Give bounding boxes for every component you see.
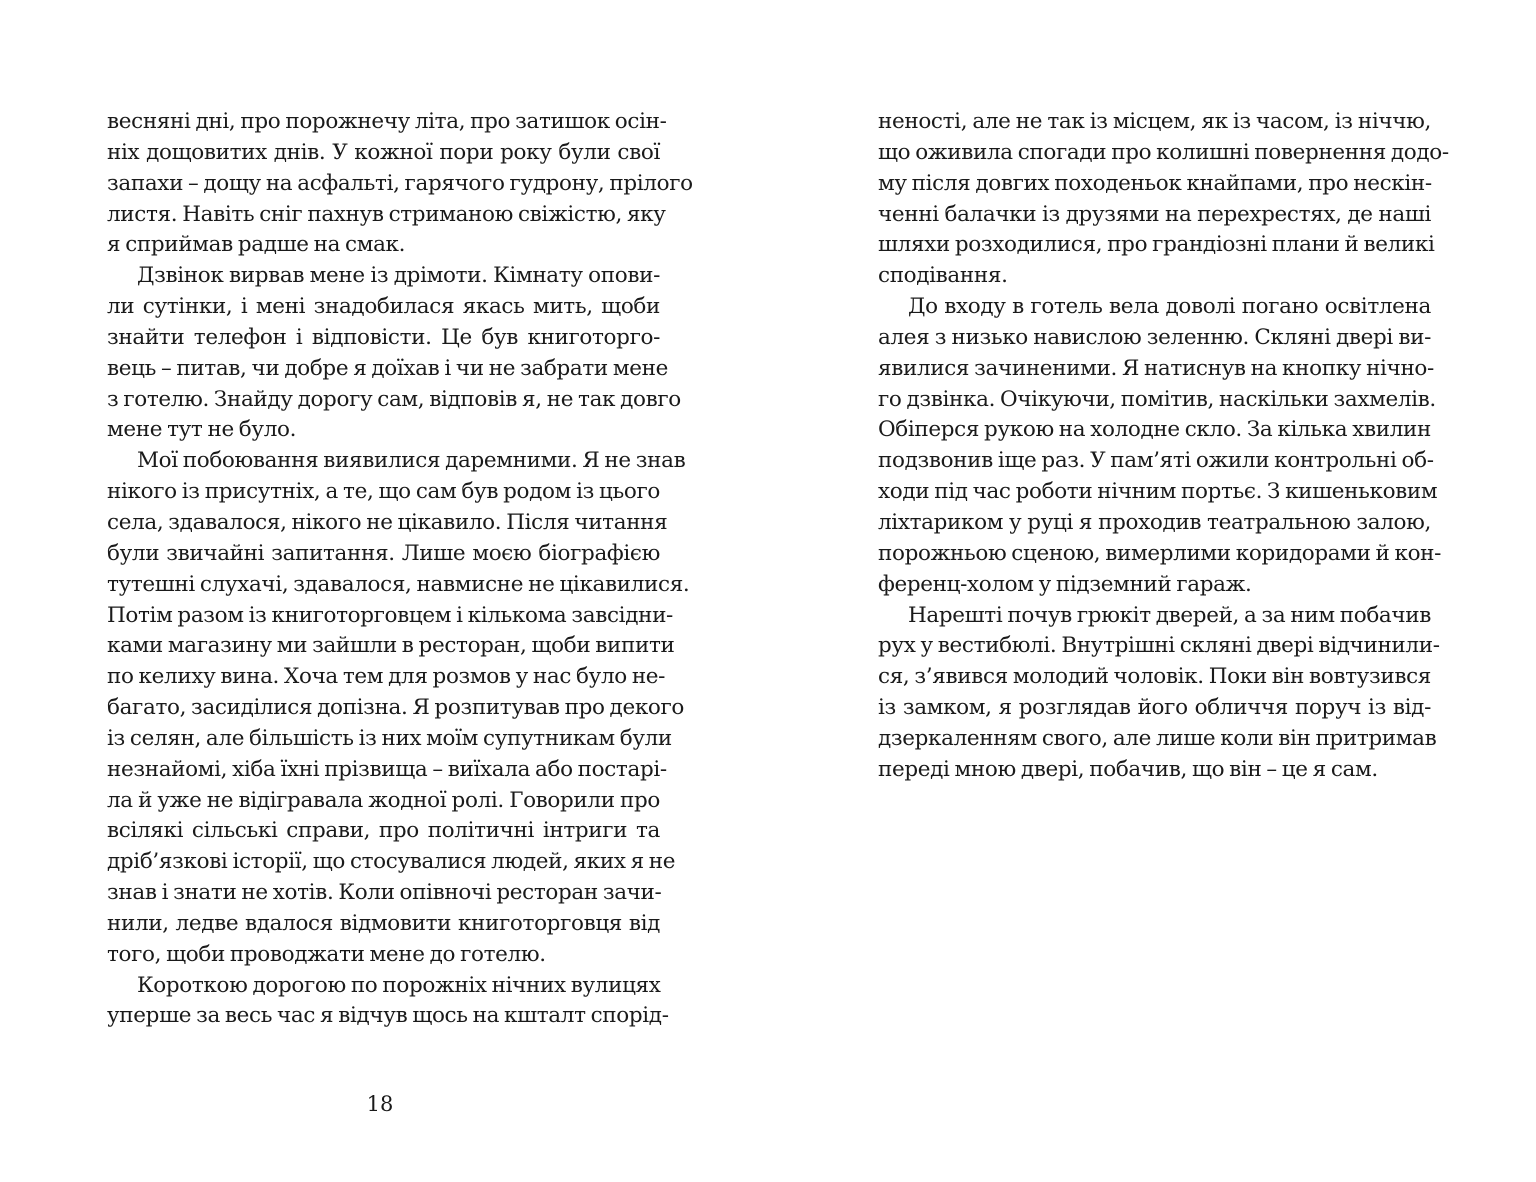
text-line: весняні дні, про порожнечу літа, про затишок осін- <box>107 109 667 134</box>
text-line: го дзвінка. Очікуючи, помітив, наскільки захмелів. <box>878 386 1436 412</box>
text-line: ками магазину ми зайшли в ресторан, щоби випити <box>107 633 675 659</box>
text-line: дріб’язкові історії, що стосувалися людей, яких я не <box>107 849 676 875</box>
text-line: по келиху вина. Хоча тем для розмов у нас було не- <box>107 664 666 690</box>
text-line: порожньою сценою, вимерлими коридорами й кон- <box>878 540 1442 566</box>
text-line: листя. Навіть сніг пахнув стриманою свіжістю, яку <box>107 201 666 227</box>
text-line: ференц-холом у підземний гараж. <box>878 571 1252 597</box>
text-line: знайти телефон і відповісти. Це був книготорго- <box>107 324 660 350</box>
text-line: ла й уже не відігравала жодної ролі. Говорили про <box>107 787 660 813</box>
text-line: тутешні слухачі, здавалося, навмисне не цікавилися. <box>107 571 690 597</box>
text-line: знав і знати не хотів. Коли опівночі ресторан зачи- <box>107 880 662 906</box>
text-line: ли сутінки, і мені знадобилася якась мить, щоби <box>107 294 660 320</box>
text-line: уперше за весь час я відчув щось на кшталт спорід- <box>107 1003 669 1029</box>
text-line: з готелю. Знайду дорогу сам, відповів я, не так довго <box>107 386 681 412</box>
text-line: ліхтариком у руці я проходив театральною залою, <box>878 509 1431 535</box>
text-line: дзеркаленням свого, але лише коли він притримав <box>878 725 1437 751</box>
text-line: нили, ледве вдалося відмовити книготорговця від <box>107 910 660 936</box>
text-line: Потім разом із книготорговцем і кількома завсідни- <box>107 602 673 628</box>
text-line: ходи під час роботи нічним портьє. З кишеньковим <box>878 479 1438 505</box>
text-line: рух у вестибюлі. Внутрішні скляні двері відчинили- <box>878 633 1440 659</box>
text-line: із замком, я розглядав його обличчя поруч із від- <box>878 695 1431 721</box>
text-line: були звичайні запитання. Лише моєю біографією <box>107 540 660 566</box>
text-line: із селян, але більшість із них моїм супутникам були <box>107 725 672 751</box>
right-page-text <box>878 107 1449 786</box>
text-line: му після довгих походеньок кнайпами, про нескін- <box>878 170 1432 196</box>
text-line: нікого із присутніх, а те, що сам був родом із цього <box>107 479 660 505</box>
text-line: села, здавалося, нікого не цікавило. Після читання <box>107 509 668 535</box>
text-line: неності, але не так із місцем, як із часом, із ніччю, <box>878 109 1431 134</box>
text-line: що оживила спогади про колишні повернення додо- <box>878 139 1449 165</box>
text-line: ніх дощовитих днів. У кожної пори року були свої <box>107 139 660 165</box>
text-line: вець – питав, чи добре я доїхав і чи не забрати мене <box>107 355 668 381</box>
text-line: всілякі сільські справи, про політичні інтриги та <box>107 818 660 844</box>
text-line: До входу в готель вела доволі погано освітлена <box>908 294 1431 320</box>
text-line: багато, засиділися допізна. Я розпитував про декого <box>107 695 685 721</box>
text-line: Дзвінок вирвав мене із дрімоти. Кімнату опови- <box>137 263 660 289</box>
text-line: Мої побоювання виявилися даремними. Я не знав <box>137 448 686 474</box>
text-line: мене тут не було. <box>107 417 297 443</box>
text-line: шляхи розходилися, про грандіозні плани й великі <box>878 232 1435 258</box>
text-line: подзвонив іще раз. У пам’яті ожили контрольні об- <box>878 448 1434 474</box>
text-line: Обіперся рукою на холодне скло. За кілька хвилин <box>878 417 1431 443</box>
text-line: Нарешті почув грюкіт дверей, а за ним побачив <box>908 602 1431 628</box>
text-line: Короткою дорогою по порожніх нічних вулицях <box>137 972 661 998</box>
text-line: явилися зачиненими. Я натиснув на кнопку нічно- <box>878 355 1434 381</box>
text-line: ся, з’явився молодий чоловік. Поки він вовтузився <box>878 664 1431 690</box>
text-line: переді мною двері, побачив, що він – це я сам. <box>878 756 1378 782</box>
text-line: запахи – дощу на асфальті, гарячого гудрону, прілого <box>107 170 693 196</box>
text-line: ченні балачки із друзями на перехрестях, де наші <box>878 201 1431 227</box>
text-line: того, щоби проводжати мене до готелю. <box>107 941 546 967</box>
text-line: незнайомі, хіба їхні прізвища – виїхала або постарі- <box>107 756 667 782</box>
text-line: сподівання. <box>878 263 1008 289</box>
left-page-text <box>107 107 693 1032</box>
text-line: я сприймав радше на смак. <box>107 232 406 258</box>
text-line: алея з низько навислою зеленню. Скляні двері ви- <box>878 324 1431 350</box>
page-number: 18 <box>366 1092 394 1116</box>
